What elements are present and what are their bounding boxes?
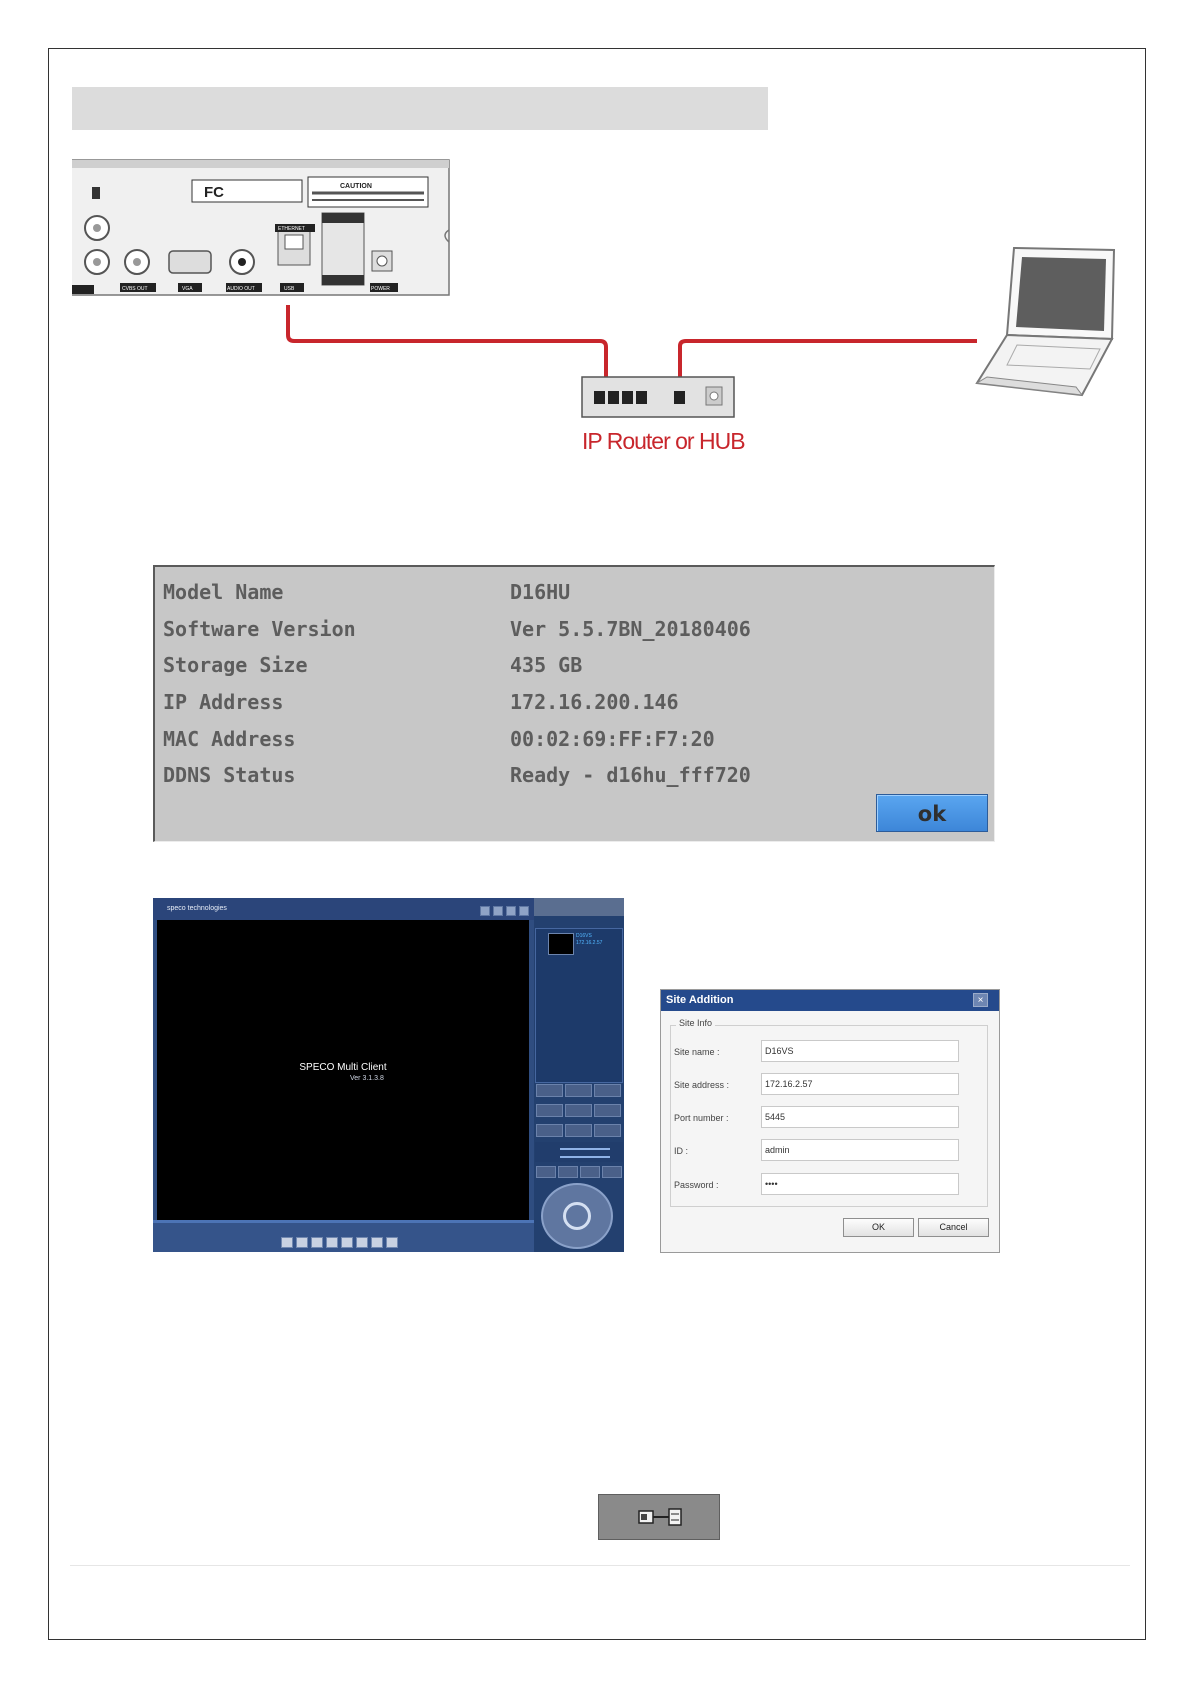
- info-key: DDNS Status: [163, 763, 296, 787]
- layout-9-icon[interactable]: [311, 1237, 323, 1248]
- id-label: ID :: [674, 1146, 689, 1156]
- password-label: Password :: [674, 1180, 719, 1190]
- info-key: IP Address: [163, 690, 284, 714]
- layout-4-icon[interactable]: [296, 1237, 308, 1248]
- id-input[interactable]: admin: [761, 1139, 959, 1161]
- audio-icon[interactable]: [536, 1124, 563, 1137]
- info-value: 00:02:69:FF:F7:20: [510, 727, 715, 751]
- camera-icon[interactable]: [580, 1166, 600, 1178]
- laptop-icon: [977, 248, 1114, 395]
- site-entry[interactable]: D16VS 172.16.2.57: [576, 933, 603, 946]
- connect-icon[interactable]: [536, 1084, 563, 1097]
- minimize-icon[interactable]: [480, 906, 490, 916]
- system-info-panel: [153, 565, 995, 842]
- info-key: MAC Address: [163, 727, 296, 751]
- volume-sliders[interactable]: [535, 1142, 623, 1162]
- network-connection-diagram: [72, 155, 1132, 475]
- layout-1-icon[interactable]: [281, 1237, 293, 1248]
- site-addition-dialog: [660, 989, 1000, 1253]
- log-icon[interactable]: [594, 1104, 621, 1117]
- svg-text:USB: USB: [284, 286, 295, 292]
- svg-text:FC: FC: [204, 184, 224, 201]
- connect-button[interactable]: [598, 1494, 720, 1540]
- restore-icon[interactable]: [493, 906, 503, 916]
- info-value: 435 GB: [510, 653, 583, 677]
- dvr-rear-panel: [72, 160, 449, 295]
- ptz-center-icon[interactable]: [563, 1202, 591, 1230]
- fullscreen-icon[interactable]: [356, 1237, 368, 1248]
- footer-divider: [70, 1565, 1130, 1566]
- site-address-label: Site address :: [674, 1080, 730, 1090]
- event-icon[interactable]: [565, 1104, 592, 1117]
- info-key: Storage Size: [163, 653, 308, 677]
- ptz-icon[interactable]: [565, 1124, 592, 1137]
- record-icon[interactable]: [386, 1237, 398, 1248]
- dialog-ok-button[interactable]: OK: [843, 1218, 914, 1237]
- site-thumbnail: [548, 933, 574, 955]
- info-key: Model Name: [163, 580, 284, 604]
- layout-seq-icon[interactable]: [341, 1237, 353, 1248]
- info-value: D16HU: [510, 580, 571, 604]
- playback-toolbar: [153, 1220, 534, 1252]
- camera-icon[interactable]: [558, 1166, 578, 1178]
- svg-text:AUDIO OUT: AUDIO OUT: [227, 286, 255, 292]
- backup-icon[interactable]: [594, 1124, 621, 1137]
- info-value: Ver 5.5.7BN_20180406: [510, 617, 751, 641]
- search-icon[interactable]: [594, 1084, 621, 1097]
- client-version: Ver 3.1.3.8: [350, 1075, 384, 1082]
- video-area[interactable]: [157, 920, 529, 1220]
- close-icon[interactable]: ×: [973, 993, 988, 1007]
- router-label: IP Router or HUB: [582, 428, 745, 454]
- multi-client-window: [153, 898, 624, 1252]
- side-button-grid: [535, 1083, 623, 1141]
- client-app-title: SPECO Multi Client: [299, 1062, 387, 1073]
- camera-icon[interactable]: [602, 1166, 622, 1178]
- svg-text:ETHERNET: ETHERNET: [278, 226, 305, 232]
- tool-icon[interactable]: [565, 1084, 592, 1097]
- password-input[interactable]: ••••: [761, 1173, 959, 1195]
- ptz-control-pad[interactable]: [541, 1183, 613, 1249]
- site-address-input[interactable]: 172.16.2.57: [761, 1073, 959, 1095]
- info-key: Software Version: [163, 617, 356, 641]
- site-name-label: Site name :: [674, 1047, 720, 1057]
- svg-text:CAUTION: CAUTION: [340, 183, 372, 190]
- connect-plug-icon: [599, 1495, 719, 1539]
- dialog-title: Site Addition: [661, 990, 999, 1011]
- dialog-cancel-button[interactable]: Cancel: [918, 1218, 989, 1237]
- port-number-input[interactable]: 5445: [761, 1106, 959, 1128]
- layout-16-icon[interactable]: [326, 1237, 338, 1248]
- site-list[interactable]: [535, 928, 623, 1083]
- window-controls: [480, 903, 532, 921]
- group-legend: Site Info: [676, 1018, 715, 1028]
- diagram-drawing: [72, 155, 1132, 475]
- camera-buttons: [535, 1165, 623, 1184]
- router-device: [582, 377, 734, 417]
- side-tabs[interactable]: [534, 898, 624, 916]
- svg-text:CVBS OUT: CVBS OUT: [122, 286, 148, 292]
- capture-icon[interactable]: [371, 1237, 383, 1248]
- camera-icon[interactable]: [536, 1166, 556, 1178]
- client-logo: speco technologies: [167, 905, 227, 912]
- svg-text:VGA: VGA: [182, 286, 193, 292]
- client-side-panel: [534, 898, 624, 1252]
- ok-button[interactable]: ok: [876, 794, 988, 832]
- maximize-icon[interactable]: [506, 906, 516, 916]
- site-name-input[interactable]: D16VS: [761, 1040, 959, 1062]
- info-value: Ready - d16hu_fff720: [510, 763, 751, 787]
- close-icon[interactable]: [519, 906, 529, 916]
- setup-icon[interactable]: [536, 1104, 563, 1117]
- client-titlebar: [153, 898, 534, 920]
- section-heading-bar: [72, 87, 768, 130]
- info-value: 172.16.200.146: [510, 690, 679, 714]
- port-number-label: Port number :: [674, 1113, 729, 1123]
- svg-text:POWER: POWER: [371, 286, 390, 292]
